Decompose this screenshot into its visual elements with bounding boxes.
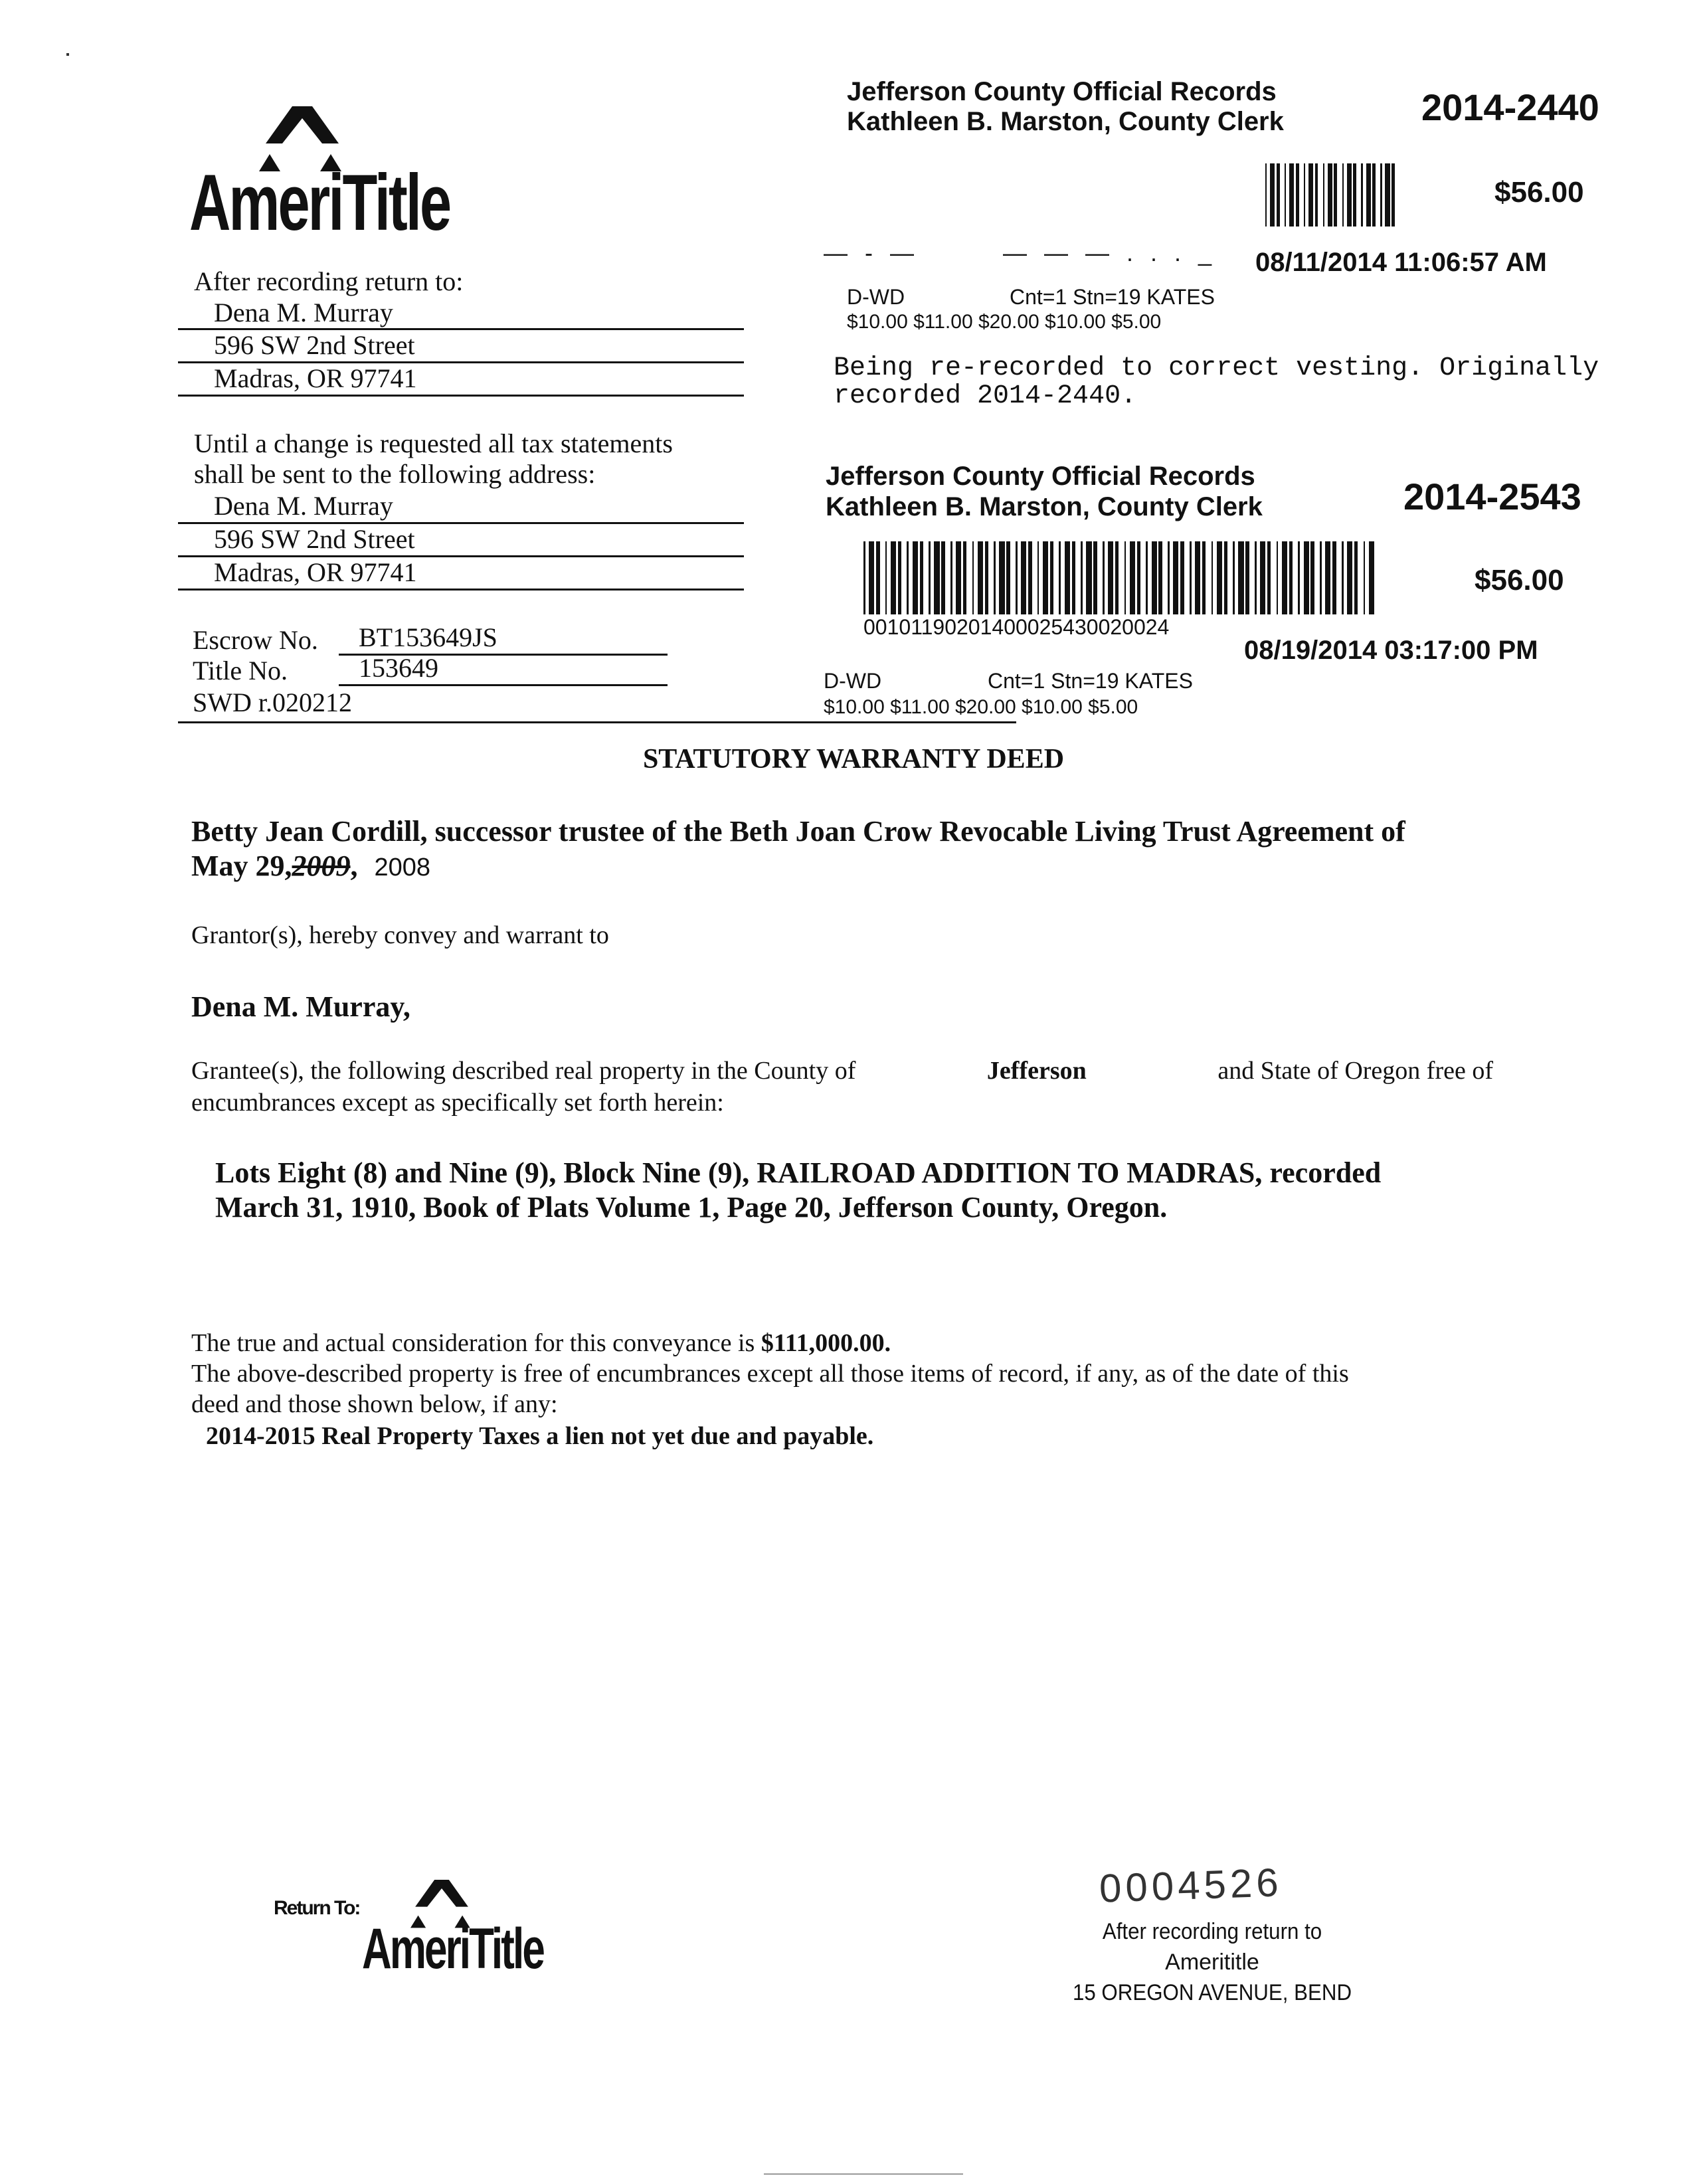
escrow-value: BT153649JS bbox=[359, 622, 497, 652]
legal-description-1: Lots Eight (8) and Nine (9), Block Nine (9), RAILROAD ADDITION TO MADRAS, recorded bbox=[215, 1156, 1382, 1189]
barcode-bar bbox=[1130, 541, 1135, 614]
barcode-gap bbox=[966, 541, 972, 614]
ameritite-logo bbox=[189, 106, 508, 246]
barcode-gap bbox=[1249, 541, 1255, 614]
barcode-gap bbox=[1318, 163, 1322, 227]
title-rule bbox=[339, 684, 668, 686]
rec2-fees: $10.00 $11.00 $20.00 $10.00 $5.00 bbox=[824, 696, 1138, 718]
consideration-line bbox=[191, 1327, 891, 1359]
barcode-gap bbox=[1162, 541, 1168, 614]
barcode-bar bbox=[934, 541, 939, 614]
barcode-bar bbox=[999, 541, 1004, 614]
tax-address-city: Madras, OR 97741 bbox=[214, 557, 417, 587]
grantor-line-2: May 29,2009, 2008 bbox=[191, 850, 431, 882]
barcode-gap bbox=[1032, 541, 1037, 614]
barcode-bar bbox=[1086, 541, 1091, 614]
logo-mark-icon bbox=[266, 106, 339, 159]
barcode-gap bbox=[1140, 541, 1146, 614]
barcode-gap bbox=[901, 541, 907, 614]
barcode-gap bbox=[1314, 541, 1320, 614]
barcode-gap bbox=[1280, 163, 1285, 227]
grantee-desc-text-2: and State of Oregon free of bbox=[1217, 1057, 1493, 1085]
rec2-fee: $56.00 bbox=[1475, 564, 1564, 596]
scan-mark-top bbox=[66, 53, 69, 56]
barcode-bar bbox=[1021, 541, 1026, 614]
barcode-gap bbox=[1358, 541, 1363, 614]
taxes-exception: 2014-2015 Real Property Taxes a lien not yet due and payable. bbox=[206, 1422, 874, 1450]
tax-address-rule-3 bbox=[178, 589, 744, 591]
header-bottom-rule bbox=[178, 721, 1016, 723]
barcode-gap bbox=[988, 541, 994, 614]
rec1-fee: $56.00 bbox=[1494, 176, 1584, 209]
barcode-bar bbox=[1217, 541, 1222, 614]
footer-company: Amerititle bbox=[1165, 1950, 1259, 1975]
barcode-gap bbox=[1356, 163, 1361, 227]
logo-wordmark: AmeriTitle bbox=[189, 158, 450, 247]
footer-ameritite-logo bbox=[362, 1880, 588, 1979]
barcode-bar bbox=[1347, 163, 1352, 227]
barcode-bar bbox=[1392, 163, 1395, 227]
footer-address: 15 OREGON AVENUE, BEND bbox=[1072, 1980, 1352, 2005]
legal-description-2: March 31, 1910, Book of Plats Volume 1, Page 20, Jefferson County, Oregon. bbox=[215, 1191, 1168, 1224]
return-to-street: 596 SW 2nd Street bbox=[214, 330, 415, 360]
rec2-barcode-number: 00101190201400025430020024 bbox=[863, 615, 1170, 639]
rerecord-note-2: recorded 2014-2440. bbox=[834, 381, 1137, 411]
footer-after-recording: After recording return to bbox=[1102, 1919, 1322, 1944]
swd-ref: SWD r.020212 bbox=[193, 687, 352, 717]
barcode-gap bbox=[1299, 163, 1304, 227]
consideration-amount: $111,000.00. bbox=[761, 1329, 891, 1357]
rec1-number: 2014-2440 bbox=[1421, 86, 1599, 128]
barcode-gap bbox=[1376, 163, 1380, 227]
title-value: 153649 bbox=[359, 653, 438, 683]
rec1-barcode bbox=[1265, 163, 1395, 227]
rec2-clerk: Kathleen B. Marston, County Clerk bbox=[826, 492, 1263, 521]
rec1-datetime: 08/11/2014 11:06:57 AM bbox=[1255, 248, 1547, 277]
rec2-counts: Cnt=1 Stn=19 KATES bbox=[988, 669, 1193, 693]
encumbrance-line-2: deed and those shown below, if any: bbox=[191, 1390, 558, 1418]
rec1-fees: $10.00 $11.00 $20.00 $10.00 $5.00 bbox=[847, 311, 1162, 333]
barcode-bar bbox=[913, 541, 918, 614]
rec1-doctype: D-WD bbox=[847, 285, 905, 309]
barcode-bar bbox=[1366, 163, 1371, 227]
barcode-bar bbox=[891, 541, 896, 614]
barcode-bar bbox=[1347, 541, 1352, 614]
barcode-gap bbox=[1336, 541, 1342, 614]
convey-text: Grantor(s), hereby convey and warrant to bbox=[191, 921, 609, 949]
barcode-bar bbox=[1065, 541, 1070, 614]
tax-statements-label-2: shall be sent to the following address: bbox=[194, 459, 596, 489]
grantor-date: May 29, bbox=[191, 850, 292, 882]
footer-logo-wordmark: AmeriTitle bbox=[362, 1917, 543, 1981]
escrow-label: Escrow No. bbox=[193, 625, 318, 655]
return-to-rule-3 bbox=[178, 395, 744, 397]
return-to-city: Madras, OR 97741 bbox=[214, 363, 417, 393]
barcode-bar bbox=[869, 541, 874, 614]
consideration-text: The true and actual consideration for this conveyance is bbox=[191, 1329, 755, 1357]
barcode-bar bbox=[1289, 163, 1294, 227]
barcode-bar bbox=[1043, 541, 1048, 614]
tax-address-street: 596 SW 2nd Street bbox=[214, 524, 415, 554]
barcode-gap bbox=[880, 541, 885, 614]
barcode-gap bbox=[1337, 163, 1342, 227]
barcode-bar bbox=[1260, 541, 1265, 614]
barcode-gap bbox=[1119, 541, 1124, 614]
rec2-barcode bbox=[863, 541, 1375, 614]
footer-stamp-number: 0004526 bbox=[1098, 1860, 1283, 1911]
barcode-bar bbox=[956, 541, 961, 614]
barcode-gap bbox=[1075, 541, 1081, 614]
footer-return-label: Return To: bbox=[274, 1897, 360, 1919]
rec2-datetime: 08/19/2014 03:17:00 PM bbox=[1244, 636, 1538, 665]
rec1-office: Jefferson County Official Records bbox=[847, 77, 1277, 106]
encumbrance-line-1: The above-described property is free of encumbrances except all those items of record, if any, as of the date of this bbox=[191, 1360, 1349, 1388]
barcode-bar bbox=[1270, 163, 1275, 227]
barcode-gap bbox=[923, 541, 929, 614]
barcode-bar bbox=[1282, 541, 1287, 614]
return-to-name: Dena M. Murray bbox=[214, 298, 393, 327]
barcode-bar bbox=[1152, 541, 1157, 614]
barcode-gap bbox=[1227, 541, 1233, 614]
rec2-office: Jefferson County Official Records bbox=[826, 462, 1255, 491]
rec2-number: 2014-2543 bbox=[1403, 476, 1581, 517]
grantee-desc-text-1: Grantee(s), the following described real property in the County of bbox=[191, 1057, 856, 1085]
barcode-gap bbox=[945, 541, 950, 614]
barcode-gap bbox=[1010, 541, 1016, 614]
barcode-bar bbox=[1325, 541, 1330, 614]
rec1-dash-marks: — - — — — — . . . _ bbox=[824, 239, 1217, 266]
barcode-gap bbox=[1097, 541, 1103, 614]
tax-statements-label-1: Until a change is requested all tax statements bbox=[194, 428, 673, 458]
barcode-bar bbox=[1173, 541, 1178, 614]
barcode-bar bbox=[1328, 163, 1332, 227]
grantee-desc-3: encumbrances except as specifically set forth herein: bbox=[191, 1089, 724, 1117]
rec1-counts: Cnt=1 Stn=19 KATES bbox=[1010, 285, 1215, 309]
grantor-struck-year: 2009 bbox=[292, 850, 351, 882]
barcode-bar bbox=[1108, 541, 1113, 614]
tax-address-name: Dena M. Murray bbox=[214, 491, 393, 521]
return-to-label: After recording return to: bbox=[194, 266, 464, 296]
barcode-gap bbox=[1206, 541, 1211, 614]
barcode-gap bbox=[1053, 541, 1059, 614]
rec1-clerk: Kathleen B. Marston, County Clerk bbox=[847, 107, 1284, 136]
title-label: Title No. bbox=[193, 656, 288, 685]
barcode-bar bbox=[1369, 541, 1374, 614]
barcode-bar bbox=[1238, 541, 1243, 614]
barcode-bar bbox=[1385, 163, 1390, 227]
barcode-gap bbox=[1293, 541, 1298, 614]
rec2-doctype: D-WD bbox=[824, 669, 882, 693]
grantee-desc-county: Jefferson bbox=[986, 1057, 1087, 1085]
deed-title: STATUTORY WARRANTY DEED bbox=[642, 744, 1065, 774]
scan-mark-bottom bbox=[764, 2173, 963, 2175]
barcode-gap bbox=[1271, 541, 1276, 614]
rerecord-note-1: Being re-recorded to correct vesting. Originally bbox=[834, 353, 1599, 383]
footer-logo-mark-icon bbox=[415, 1880, 468, 1918]
barcode-gap bbox=[1184, 541, 1190, 614]
barcode-bar bbox=[978, 541, 983, 614]
grantee-name: Dena M. Murray, bbox=[191, 990, 410, 1023]
barcode-bar bbox=[1304, 541, 1309, 614]
barcode-bar bbox=[1195, 541, 1200, 614]
grantor-line-1: Betty Jean Cordill, successor trustee of the Beth Joan Crow Revocable Living Trust Agreement of bbox=[191, 815, 1405, 848]
grantee-desc-1 bbox=[191, 1055, 1493, 1087]
barcode-bar bbox=[1308, 163, 1313, 227]
grantor-corrected-year: 2008 bbox=[374, 854, 431, 881]
